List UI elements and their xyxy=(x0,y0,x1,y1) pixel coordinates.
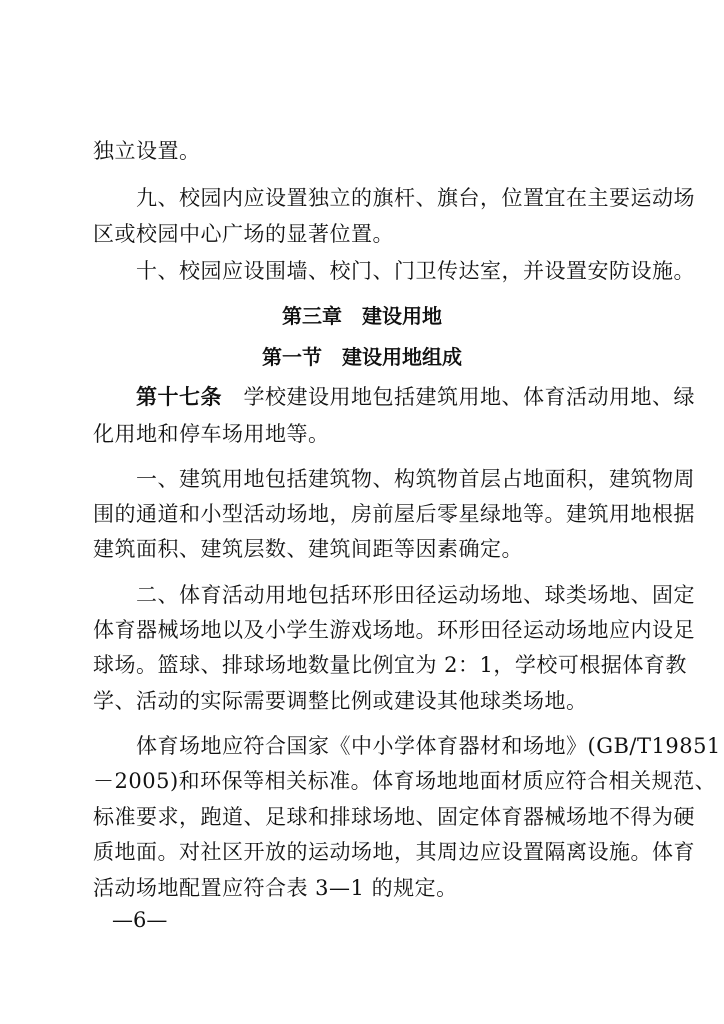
paragraph-line: 球场。篮球、排球场地数量比例宜为 2：1，学校可根据体育教 xyxy=(93,653,687,677)
paragraph-line: 学、活动的实际需要调整比例或建设其他球类场地。 xyxy=(93,689,588,713)
page-number: —6— xyxy=(112,908,168,932)
paragraph-line: 围的通道和小型活动场地，房前屋后零星绿地等。建筑用地根据 xyxy=(93,502,695,526)
paragraph-line: 体育器械场地以及小学生游戏场地。环形田径运动场地应内设足 xyxy=(93,618,695,642)
paragraph-line: －2005)和环保等相关标准。体育场地地面材质应符合相关规范、 xyxy=(93,769,717,793)
paragraph-line: 体育场地应符合国家《中小学体育器材和场地》(GB/T19851 xyxy=(136,734,721,758)
article-text: 学校建设用地包括建筑用地、体育活动用地、绿 xyxy=(222,385,695,409)
article-line xyxy=(136,383,696,411)
paragraph-line: 建筑面积、建筑层数、建筑间距等因素确定。 xyxy=(93,537,523,561)
paragraph-line: 十、校园应设围墙、校门、门卫传达室，并设置安防设施。 xyxy=(136,259,695,283)
section-heading: 第一节 建设用地组成 xyxy=(262,345,462,369)
paragraph-line: 二、体育活动用地包括环形田径运动场地、球类场地、固定 xyxy=(136,583,695,607)
paragraph-line: 区或校园中心广场的显著位置。 xyxy=(93,222,394,246)
paragraph-line: 质地面。对社区开放的运动场地，其周边应设置隔离设施。体育 xyxy=(93,840,695,864)
paragraph-line: 一、建筑用地包括建筑物、构筑物首层占地面积，建筑物周 xyxy=(136,467,695,491)
paragraph-line: 独立设置。 xyxy=(93,139,201,163)
paragraph-line: 标准要求，跑道、足球和排球场地、固定体育器械场地不得为硬 xyxy=(93,805,695,829)
article-label: 第十七条 xyxy=(136,385,222,409)
paragraph-line: 九、校园内应设置独立的旗杆、旗台，位置宜在主要运动场 xyxy=(136,186,695,210)
chapter-heading: 第三章 建设用地 xyxy=(282,304,442,328)
paragraph-line: 活动场地配置应符合表 3—1 的规定。 xyxy=(93,876,458,900)
paragraph-line: 化用地和停车场用地等。 xyxy=(93,422,330,446)
